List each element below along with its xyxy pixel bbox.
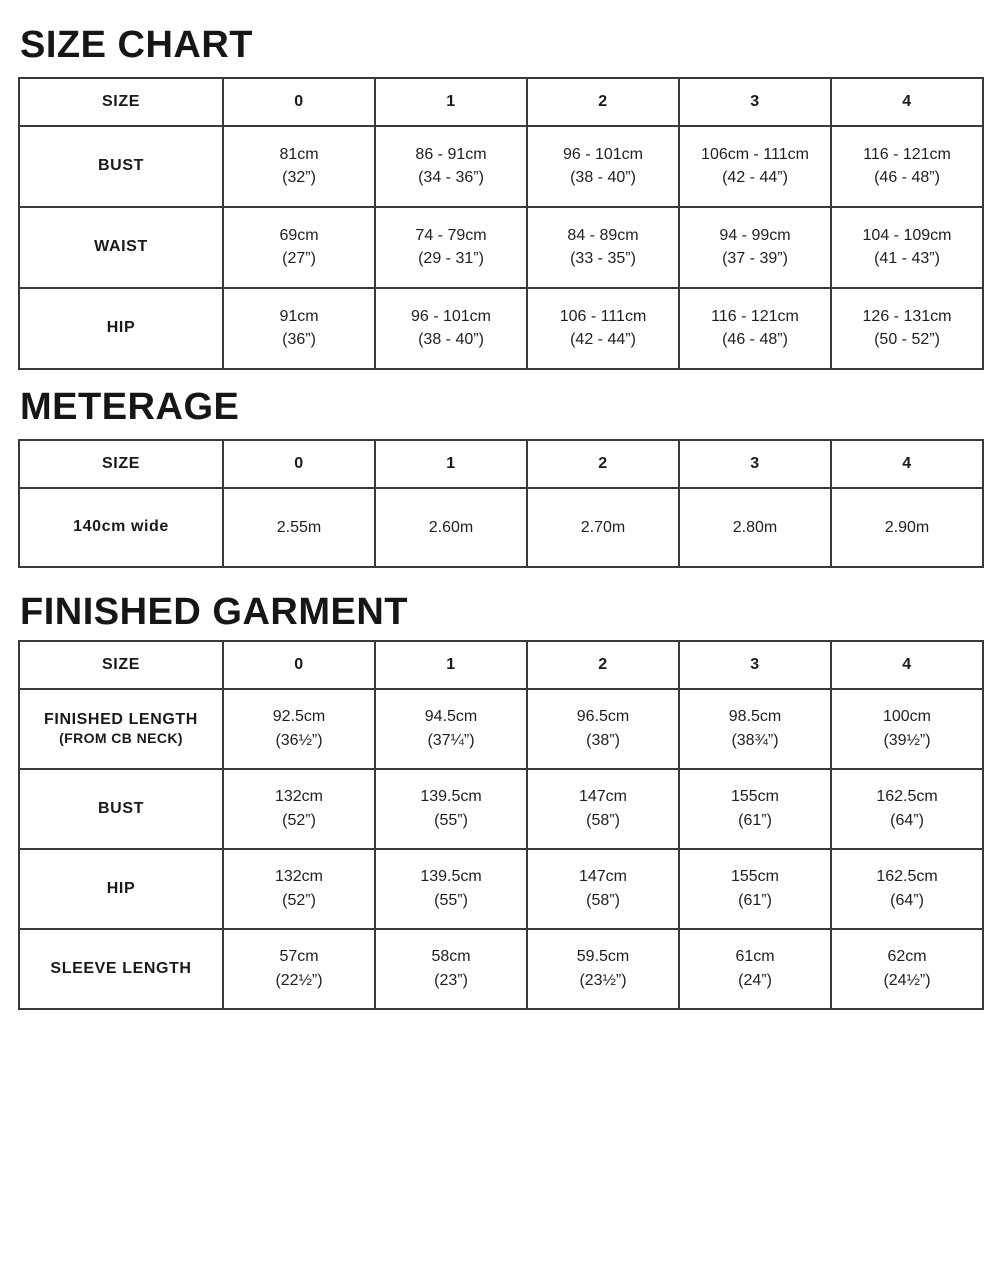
column-header-1: 1 [375,641,527,689]
inch-value: (33 - 35”) [570,250,636,268]
cm-value: 81cm [279,146,319,164]
measurement-cell [375,288,527,369]
inch-value: (38¾”) [731,731,779,749]
inch-value: (42 - 44”) [570,331,636,349]
inch-value: (52”) [282,891,316,909]
measurement-cell [679,288,831,369]
cm-value: 155cm [730,788,780,806]
inch-value: (55”) [434,811,468,829]
column-header-size: SIZE [19,641,223,689]
column-header-3: 3 [679,641,831,689]
column-header-size: SIZE [19,78,223,126]
meterage-header-row [19,440,983,488]
row-label-bust: BUST [19,126,223,207]
measurement-cell [679,689,831,769]
row-label-finished-bust: BUST [19,769,223,849]
measurement-cell [679,207,831,288]
cm-value: 116 - 121cm [711,308,799,326]
inch-value: (38”) [586,731,620,749]
measurement-cell [679,126,831,207]
measurement-cell [223,689,375,769]
measurement-cell [831,849,983,929]
inch-value: (24”) [738,971,772,989]
meters-value: 2.55m [276,518,322,536]
measurement-cell [375,769,527,849]
measurement-cell [223,207,375,288]
measurement-cell [223,126,375,207]
table-row-finished-hip [19,849,983,929]
finished-garment-title: FINISHED GARMENT [20,590,408,633]
column-header-3: 3 [679,440,831,488]
table-row-sleeve-length [19,929,983,1009]
table-row-finished-bust [19,769,983,849]
inch-value: (29 - 31”) [418,250,484,268]
inch-value: (61”) [738,891,772,909]
meterage-table [18,439,984,568]
table-row-fabric-width [19,488,983,567]
measurement-cell [375,849,527,929]
cm-value: 98.5cm [728,708,782,726]
cm-value: 91cm [279,308,319,326]
table-row-bust [19,126,983,207]
column-header-4: 4 [831,440,983,488]
cm-value: 132cm [274,868,324,886]
measurement-cell [831,689,983,769]
measurement-cell [375,126,527,207]
size-chart-header-row [19,78,983,126]
row-label-finished-length: FINISHED LENGTH (FROM CB NECK) [19,689,223,769]
measurement-cell [527,929,679,1009]
inch-value: (34 - 36”) [418,169,484,187]
cm-value: 86 - 91cm [415,146,487,164]
table-row-finished-length [19,689,983,769]
measurement-cell [527,689,679,769]
cm-value: 147cm [578,868,628,886]
meterage-cell [527,488,679,567]
measurement-cell [679,769,831,849]
measurement-cell [223,929,375,1009]
inch-value: (23”) [434,971,468,989]
measurement-cell [223,849,375,929]
measurement-cell [831,126,983,207]
inch-value: (23½”) [579,971,627,989]
cm-value: 62cm [887,948,927,966]
meterage-cell [679,488,831,567]
finished-garment-header-row [19,641,983,689]
cm-value: 126 - 131cm [862,308,952,326]
cm-value: 147cm [578,788,628,806]
meterage-cell [831,488,983,567]
cm-value: 132cm [274,788,324,806]
meterage-cell [375,488,527,567]
measurement-cell [375,207,527,288]
measurement-cell [223,769,375,849]
row-label-fabric-width: 140cm wide [19,488,223,567]
inch-value: (32”) [282,169,316,187]
measurement-cell [527,126,679,207]
inch-value: (41 - 43”) [874,250,940,268]
inch-value: (55”) [434,891,468,909]
cm-value: 100cm [882,708,932,726]
column-header-2: 2 [527,440,679,488]
column-header-1: 1 [375,78,527,126]
inch-value: (46 - 48”) [874,169,940,187]
size-chart-title: SIZE CHART [20,24,253,66]
cm-value: 104 - 109cm [862,227,952,245]
finished-garment-table [18,640,984,1010]
measurement-cell [679,849,831,929]
inch-value: (37 - 39”) [722,250,788,268]
column-header-2: 2 [527,78,679,126]
row-label-waist: WAIST [19,207,223,288]
column-header-3: 3 [679,78,831,126]
inch-value: (36½”) [275,731,323,749]
cm-value: 162.5cm [876,788,938,806]
inch-value: (52”) [282,811,316,829]
row-label-sleeve-length: SLEEVE LENGTH [19,929,223,1009]
inch-value: (64”) [890,891,924,909]
inch-value: (61”) [738,811,772,829]
inch-value: (38 - 40”) [570,169,636,187]
cm-value: 69cm [279,227,319,245]
cm-value: 74 - 79cm [415,227,487,245]
row-label-finished-hip: HIP [19,849,223,929]
measurement-cell [375,689,527,769]
cm-value: 61cm [735,948,775,966]
cm-value: 92.5cm [272,708,326,726]
measurement-cell [527,207,679,288]
meters-value: 2.80m [732,518,778,536]
column-header-0: 0 [223,78,375,126]
measurement-cell [679,929,831,1009]
inch-value: (50 - 52”) [874,331,940,349]
meterage-title: METERAGE [20,385,240,428]
inch-value: (38 - 40”) [418,331,484,349]
column-header-0: 0 [223,440,375,488]
inch-value: (58”) [586,811,620,829]
inch-value: (27”) [282,250,316,268]
inch-value: (36”) [282,331,316,349]
row-sublabel: (FROM CB NECK) [59,730,183,747]
inch-value: (46 - 48”) [722,331,788,349]
cm-value: 96.5cm [576,708,630,726]
inch-value: (64”) [890,811,924,829]
meters-value: 2.70m [580,518,626,536]
measurement-cell [831,929,983,1009]
measurement-cell [831,207,983,288]
table-row-hip [19,288,983,369]
inch-value: (42 - 44”) [722,169,788,187]
measurement-cell [527,769,679,849]
column-header-2: 2 [527,641,679,689]
cm-value: 106cm - 111cm [701,146,809,164]
cm-value: 162.5cm [876,868,938,886]
cm-value: 94 - 99cm [719,227,791,245]
column-header-4: 4 [831,641,983,689]
cm-value: 139.5cm [420,788,482,806]
inch-value: (39½”) [883,731,931,749]
cm-value: 84 - 89cm [567,227,639,245]
measurement-cell [527,849,679,929]
meters-value: 2.90m [884,518,930,536]
cm-value: 116 - 121cm [863,146,951,164]
measurement-cell [375,929,527,1009]
row-label-hip: HIP [19,288,223,369]
inch-value: (58”) [586,891,620,909]
cm-value: 106 - 111cm [559,308,647,326]
column-header-0: 0 [223,641,375,689]
cm-value: 59.5cm [576,948,630,966]
measurement-cell [527,288,679,369]
cm-value: 58cm [431,948,471,966]
column-header-size: SIZE [19,440,223,488]
cm-value: 57cm [279,948,319,966]
inch-value: (22½”) [275,971,323,989]
meters-value: 2.60m [428,518,474,536]
cm-value: 94.5cm [424,708,478,726]
cm-value: 139.5cm [420,868,482,886]
size-chart-table [18,77,984,370]
cm-value: 96 - 101cm [410,308,492,326]
measurement-cell [831,288,983,369]
inch-value: (24½”) [883,971,931,989]
column-header-4: 4 [831,78,983,126]
measurement-cell [831,769,983,849]
measurement-cell [223,288,375,369]
cm-value: 155cm [730,868,780,886]
inch-value: (37¼”) [427,731,475,749]
cm-value: 96 - 101cm [562,146,644,164]
table-row-waist [19,207,983,288]
meterage-cell [223,488,375,567]
column-header-1: 1 [375,440,527,488]
